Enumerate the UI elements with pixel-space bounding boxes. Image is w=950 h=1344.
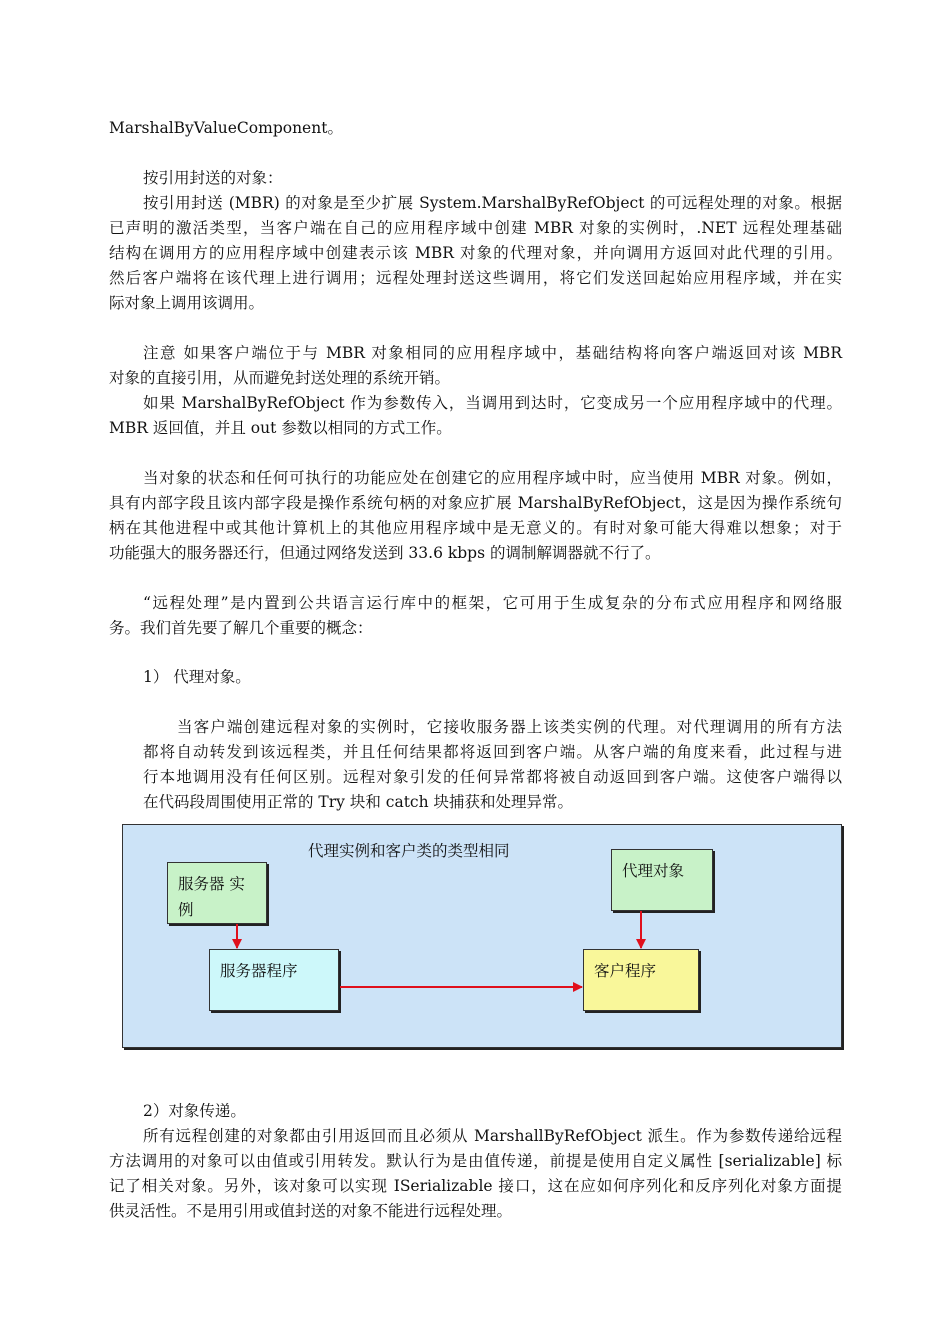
note-line: 注意 如果客户端位于与 MBR 对象相同的应用程序域中，基础结构将向客户端返回对该 MBR <box>143 344 842 362</box>
text-line: 方法调用的对象可以由值或引用转发。默认行为是由值传递，前提是使用自定义属性 [serializable] 标 <box>109 1152 842 1170</box>
text-line: MBR 返回值，并且 out 参数以相同的方式工作。 <box>109 419 452 437</box>
proxy-object-box: 代理对象 <box>611 849 713 911</box>
text-line: 具有内部字段且该内部字段是操作系统句柄的对象应扩展 MarshalByRefObject，这是因为操作系统句 <box>109 494 842 512</box>
list-heading: 1） 代理对象。 <box>143 668 251 686</box>
diagram-title: 代理实例和客户类的类型相同 <box>308 842 510 860</box>
text-line: 当客户端创建远程对象的实例时，它接收服务器上该类实例的代理。对代理调用的所有方法 <box>177 718 842 736</box>
text-line: 然后客户端将在该代理上进行调用；远程处理封送这些调用，将它们发送回起始应用程序域，并在实 <box>109 269 842 287</box>
text-line: 柄在其他进程中或其他计算机上的其他应用程序域中是无意义的。有时对象可能大得难以想象；对于 <box>109 519 842 537</box>
text-line: 行本地调用没有任何区别。远程对象引发的任何异常都将被自动返回到客户端。这使客户端得以 <box>143 768 842 786</box>
text-line: 务。我们首先要了解几个重要的概念： <box>109 619 373 637</box>
text-line: 记了相关对象。另外，该对象可以实现 ISerializable 接口，这在应如何序列化和反序列化对象方面提 <box>109 1177 842 1195</box>
text-line: 供灵活性。不是用引用或值封送的对象不能进行远程处理。 <box>109 1202 513 1220</box>
text-line: 在代码段周围使用正常的 Try 块和 catch 块捕获和处理异常。 <box>143 793 574 811</box>
server-instance-box: 服务器 实例 <box>167 862 267 924</box>
text-line: 际对象上调用该调用。 <box>109 294 265 312</box>
client-program-box: 客户程序 <box>583 949 699 1011</box>
text-line: 都将自动转发到该远程类，并且任何结果都将返回到客户端。从客户端的角度来看，此过程与进 <box>143 743 842 761</box>
text-line: 按引用封送 (MBR) 的对象是至少扩展 System.MarshalByRefObject 的可远程处理的对象。根据 <box>143 194 842 212</box>
text-line: 当对象的状态和任何可执行的功能应处在创建它的应用程序域中时，应当使用 MBR 对象。例如， <box>143 469 842 487</box>
text-line: 如果 MarshalByRefObject 作为参数传入，当调用到达时，它变成另一个应用程序域中的代理。 <box>143 394 842 412</box>
text-line: 功能强大的服务器还行，但通过网络发送到 33.6 kbps 的调制解调器就不行了。 <box>109 544 661 562</box>
list-heading: 2）对象传递。 <box>143 1102 246 1120</box>
text-line: MarshalByValueComponent。 <box>109 119 343 137</box>
server-program-box: 服务器程序 <box>209 949 339 1011</box>
diagram-arrows <box>123 825 841 1047</box>
text-line: 结构在调用方的应用程序域中创建表示该 MBR 对象的代理对象，并向调用方返回对此代理的引用。 <box>109 244 842 262</box>
text-line: 所有远程创建的对象都由引用返回而且必须从 MarshallByRefObject 派生。作为参数传递给远程 <box>143 1127 842 1145</box>
text-line: 已声明的激活类型，当客户端在自己的应用程序域中创建 MBR 对象的实例时，.NET 远程处理基础 <box>109 219 842 237</box>
text-line: “远程处理”是内置到公共语言运行库中的框架，它可用于生成复杂的分布式应用程序和网络服 <box>143 594 842 612</box>
proxy-diagram <box>122 824 842 1048</box>
text-line: 对象的直接引用，从而避免封送处理的系统开销。 <box>109 369 451 387</box>
section-heading: 按引用封送的对象： <box>143 169 283 187</box>
